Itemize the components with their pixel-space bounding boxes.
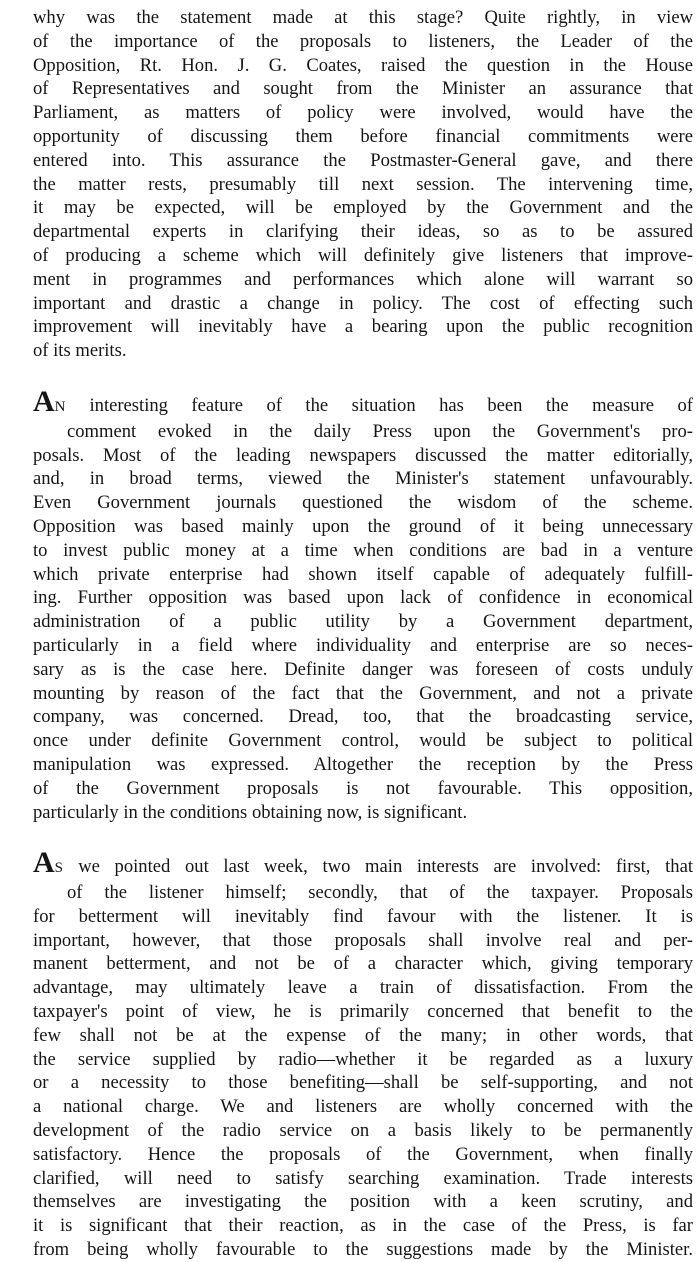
document-page (33, 6, 693, 1262)
text-line: why was the statement made at this stage? Quite rightly, in view (33, 7, 693, 28)
text-line: the service supplied by radio—whether it be regarded as a luxury (33, 1048, 693, 1070)
text-line: the matter rests, presumably till next session. The intervening time, (33, 173, 693, 195)
text-line: which private enterprise had shown itself capable of adequately fulfill- (33, 563, 693, 585)
first-line-text: interesting feature of the situation has been the measure of (66, 394, 693, 416)
text-line: opportunity of discussing them before financial commitments were (33, 125, 693, 147)
text-line: particularly in the conditions obtaining now, is significant. (33, 801, 468, 823)
text-line: satisfactory. Hence the proposals of the Government, when finally (33, 1143, 693, 1165)
text-line: development of the radio service on a basis likely to be permanently (33, 1120, 693, 1142)
paragraph-2 (33, 384, 693, 824)
text-line: comment evoked in the daily Press upon the Government's pro- (67, 420, 693, 442)
text-line: mounting by reason of the fact that the Government, and not a private (33, 682, 693, 704)
text-line: of the listener himself; secondly, that of the taxpayer. Proposals (67, 882, 693, 904)
text-line: of producing a scheme which will definitely give listeners that improve- (33, 244, 693, 266)
text-line: manent betterment, and not be of a character which, giving temporary (33, 953, 693, 975)
text-line: once under definite Government control, would be subject to political (33, 730, 693, 752)
paragraph-2-first-line (33, 384, 693, 420)
text-line: Opposition, Rt. Hon. J. G. Coates, raised the question in the House (33, 54, 693, 76)
text-line: Parliament, as matters of policy were involved, would have the (33, 102, 693, 124)
text-line: a national charge. We and listeners are wholly concerned with the (33, 1096, 693, 1118)
paragraph-1 (33, 6, 693, 363)
text-line: advantage, may ultimately leave a train of dissatisfaction. From the (33, 977, 693, 999)
text-line: for betterment will inevitably find favour with the listener. It is (33, 905, 693, 927)
text-line: to invest public money at a time when conditions are bad in a venture (33, 539, 693, 561)
paragraph-3 (33, 846, 693, 1262)
text-line: administration of a public utility by a Government department, (33, 611, 693, 633)
text-line: sary as is the case here. Definite danger was foreseen of costs unduly (33, 658, 693, 680)
small-caps: N (54, 398, 67, 415)
text-line: important, however, that those proposals shall involve real and per- (33, 929, 693, 951)
text-line: manipulation was expressed. Altogether the reception by the Press (33, 753, 693, 775)
text-line: taxpayer's point of view, he is primarily concerned that benefit to the (33, 1001, 693, 1023)
text-line: of Representatives and sought from the Minister an assurance that (33, 78, 693, 100)
text-line: posals. Most of the leading newspapers discussed the matter editorially, (33, 444, 693, 466)
text-line: entered into. This assurance the Postmaster-General gave, and there (33, 149, 693, 171)
text-line: clarified, will need to satisfy searching examination. Trade interests (33, 1167, 693, 1189)
text-line: ing. Further opposition was based upon lack of confidence in economical (33, 587, 693, 609)
text-line: departmental experts in clarifying their ideas, so as to be assured (33, 221, 693, 243)
drop-cap: A (33, 384, 55, 418)
text-line: Even Government journals questioned the wisdom of the scheme. (33, 492, 693, 514)
text-line: ment in programmes and performances which alone will warrant so (33, 268, 693, 290)
text-line: company, was concerned. Dread, too, that the broadcasting service, (33, 706, 693, 728)
text-line: improvement will inevitably have a bearing upon the public recognition (33, 316, 693, 338)
text-line: of the importance of the proposals to listeners, the Leader of the (33, 30, 693, 52)
text-line: it may be expected, will be employed by the Government and the (33, 197, 693, 219)
text-line: of its merits. (33, 340, 127, 362)
text-line: of the Government proposals is not favourable. This opposition, (33, 777, 693, 799)
text-line: themselves are investigating the position with a keen scrutiny, and (33, 1191, 693, 1213)
drop-cap: A (33, 846, 55, 880)
text-line: few shall not be at the expense of the many; in other words, that (33, 1024, 693, 1046)
text-line: or a necessity to those benefiting—shall be self-supporting, and not (33, 1072, 693, 1094)
first-line-text: we pointed out last week, two main interests are involved: first, that (63, 856, 693, 878)
small-caps: S (54, 860, 64, 877)
text-line: and, in broad terms, viewed the Minister's statement unfavourably. (33, 468, 693, 490)
text-line: it is significant that their reaction, as in the case of the Press, is far (33, 1215, 693, 1237)
text-line: Opposition was based mainly upon the ground of it being unnecessary (33, 515, 693, 537)
text-line: from being wholly favourable to the suggestions made by the Minister. (33, 1239, 693, 1261)
paragraph-3-first-line (33, 846, 693, 881)
text-line: important and drastic a change in policy. The cost of effecting such (33, 292, 693, 314)
text-line: particularly in a field where individuality and enterprise are so neces- (33, 634, 693, 656)
